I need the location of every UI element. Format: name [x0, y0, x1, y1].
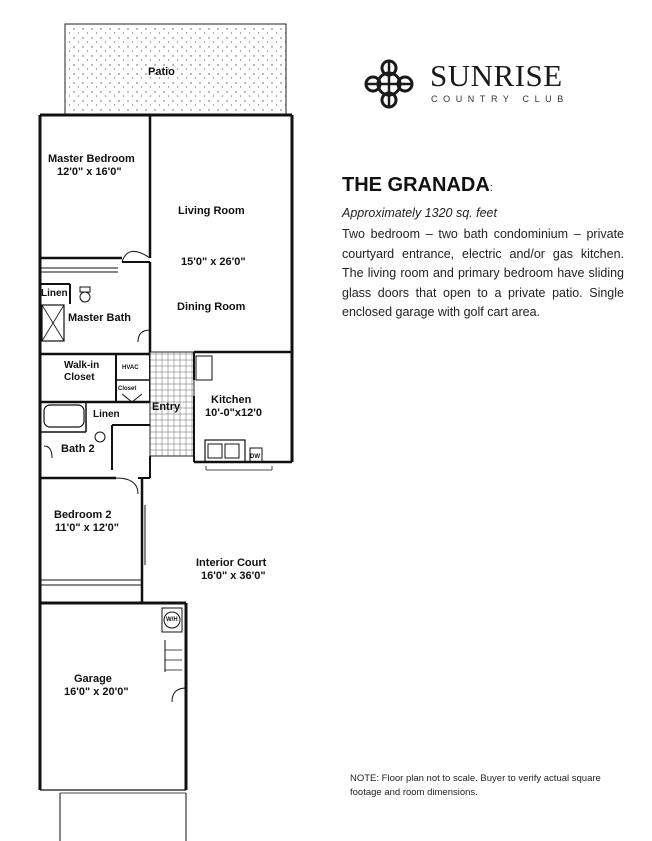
- label-bath-2: Bath 2: [61, 443, 95, 455]
- label-living-room: Living Room: [178, 205, 245, 217]
- square-footage: Approximately 1320 sq. feet: [342, 206, 497, 220]
- label-walkin-closet-2: Closet: [64, 372, 95, 383]
- label-garage-dims: 16'0" x 20'0": [64, 686, 129, 698]
- label-closet: Closet: [118, 386, 137, 392]
- model-description: Two bedroom – two bath condominium – private courtyard entrance, electric and/or gas kitchen. The living room and primary bedroom have sliding glass doors that open to a private patio. Single enclosed garage with golf cart area.: [342, 227, 624, 319]
- label-bedroom-2: Bedroom 2: [54, 509, 112, 521]
- label-interior-court: Interior Court: [196, 557, 267, 569]
- brand-name: SUNRISE: [430, 58, 563, 93]
- label-master-bedroom-dims: 12'0" x 16'0": [57, 166, 122, 178]
- label-wh: W/H: [166, 617, 178, 623]
- label-master-bath: Master Bath: [68, 312, 131, 324]
- model-title: [342, 174, 493, 197]
- label-interior-court-dims: 16'0" x 36'0": [201, 570, 266, 582]
- label-dining-room: Dining Room: [177, 301, 246, 313]
- label-entry: Entry: [152, 401, 181, 413]
- label-walkin-closet-1: Walk-in: [64, 360, 100, 371]
- label-patio: Patio: [148, 66, 175, 78]
- model-title-text: THE GRANADA: [342, 174, 490, 196]
- label-kitchen-dims: 10'-0"x12'0: [205, 407, 262, 419]
- label-hvac: HVAC: [122, 365, 139, 371]
- model-title-suffix: :: [489, 182, 493, 194]
- label-linen-2: Linen: [93, 409, 120, 420]
- label-kitchen: Kitchen: [211, 394, 252, 406]
- label-master-bedroom: Master Bedroom: [48, 153, 135, 165]
- patio-area: [65, 24, 286, 114]
- label-linen-1: Linen: [41, 288, 68, 299]
- label-bedroom-2-dims: 11'0" x 12'0": [55, 522, 119, 534]
- disclaimer-note: NOTE: Floor plan not to scale. Buyer to verify actual square footage and room dimensions.: [350, 773, 601, 798]
- brand-subtitle: COUNTRY CLUB: [431, 94, 569, 104]
- label-living-dims: 15'0" x 26'0": [181, 256, 246, 268]
- label-garage: Garage: [74, 673, 112, 685]
- label-dw: DW: [250, 454, 260, 460]
